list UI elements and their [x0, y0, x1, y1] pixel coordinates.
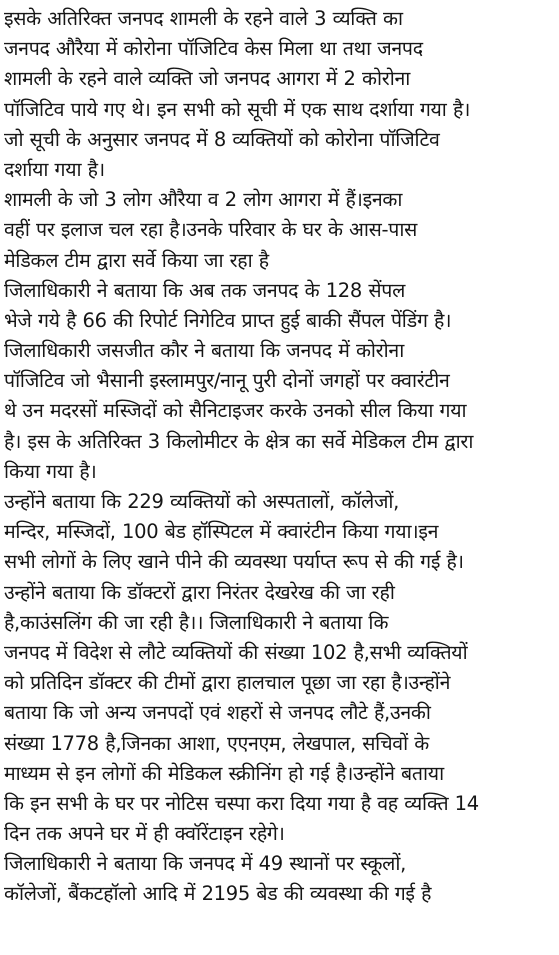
text-line: थे उन मदरसों मस्जिदों को सैनिटाइजर करके उनको सील किया गया: [4, 399, 467, 423]
text-line: उन्होंने बताया कि डॉक्टरों द्वारा निरंतर देखरेख की जा रही: [4, 580, 395, 604]
text-line: शामली के जो 3 लोग औरैया व 2 लोग आगरा में हैं।इनका: [4, 188, 403, 212]
text-line: को प्रतिदिन डॉक्टर की टीमों द्वारा हालचाल पूछा जा रहा है।उन्होंने: [4, 671, 451, 695]
text-line: भेजे गये है 66 की रिपोर्ट निगेटिव प्राप्त हुई बाकी सैंपल पेंडिंग है।: [4, 308, 452, 332]
text-line: जिलाधिकारी ने बताया कि जनपद में 49 स्थानों पर स्कूलों,: [4, 852, 407, 876]
text-line: जनपद में विदेश से लौटे व्यक्तियों की संख्या 102 है,सभी व्यक्तियों: [4, 640, 468, 664]
text-line: जनपद औरैया में कोरोना पॉजिटिव केस मिला था तथा जनपद: [4, 37, 423, 61]
text-line: वहीं पर इलाज चल रहा है।उनके परिवार के घर के आस-पास: [4, 218, 417, 242]
text-line: मन्दिर, मस्जिदों, 100 बेड हॉस्पिटल में क्वारंटीन किया गया।इन: [4, 520, 439, 544]
article-text: [4, 4, 557, 910]
text-line: शामली के रहने वाले व्यक्ति जो जनपद आगरा में 2 कोरोना: [4, 67, 411, 91]
text-line: संख्या 1778 है,जिनका आशा, एएनएम, लेखपाल, सचिवों के: [4, 731, 429, 755]
text-line: है,काउंसलिंग की जा रही है।। जिलाधिकारी ने बताया कि: [4, 610, 389, 634]
text-line: किया गया है।: [4, 459, 97, 483]
text-line: कि इन सभी के घर पर नोटिस चस्पा करा दिया गया है वह व्यक्ति 14: [4, 791, 479, 815]
text-line: उन्होंने बताया कि 229 व्यक्तियों को अस्पतालों, कॉलेजों,: [4, 490, 400, 513]
text-line: मेडिकल टीम द्वारा सर्वे किया जा रहा है: [4, 248, 269, 272]
text-line: जो सूची के अनुसार जनपद में 8 व्यक्तियों को कोरोना पॉजिटिव: [4, 127, 440, 151]
text-line: इसके अतिरिक्त जनपद शामली के रहने वाले 3 व्यक्ति का: [4, 7, 403, 30]
text-line: जिलाधिकारी ने बताया कि अब तक जनपद के 128 सेंपल: [4, 278, 406, 302]
text-line: माध्यम से इन लोगों की मेडिकल स्क्रीनिंग हो गई है।उन्होंने बताया: [4, 761, 444, 785]
text-line: दर्शाया गया है।: [4, 157, 105, 181]
text-line: दिन तक अपने घर में ही क्वॉरेंटाइन रहेगे।: [4, 822, 285, 846]
text-line: जिलाधिकारी जसजीत कौर ने बताया कि जनपद में कोरोना: [4, 339, 404, 363]
text-line: है। इस के अतिरिक्त 3 किलोमीटर के क्षेत्र का सर्वे मेडिकल टीम द्वारा: [4, 429, 474, 453]
text-line: बताया कि जो अन्य जनपदों एवं शहरों से जनपद लौटे हैं,उनकी: [4, 701, 431, 725]
text-line: कॉलेजों, बैंकटहॉलो आदि में 2195 बेड की व्यवस्था की गई है: [4, 882, 432, 906]
text-line: सभी लोगों के लिए खाने पीने की व्यवस्था पर्याप्त रूप से की गई है।: [4, 550, 464, 574]
text-line: पॉजिटिव जो भैसानी इस्लामपुर/नानू पुरी दोनों जगहों पर क्वारंटीन: [4, 369, 450, 393]
text-line: पॉजिटिव पाये गए थे। इन सभी को सूची में एक साथ दर्शाया गया है।: [4, 97, 471, 121]
